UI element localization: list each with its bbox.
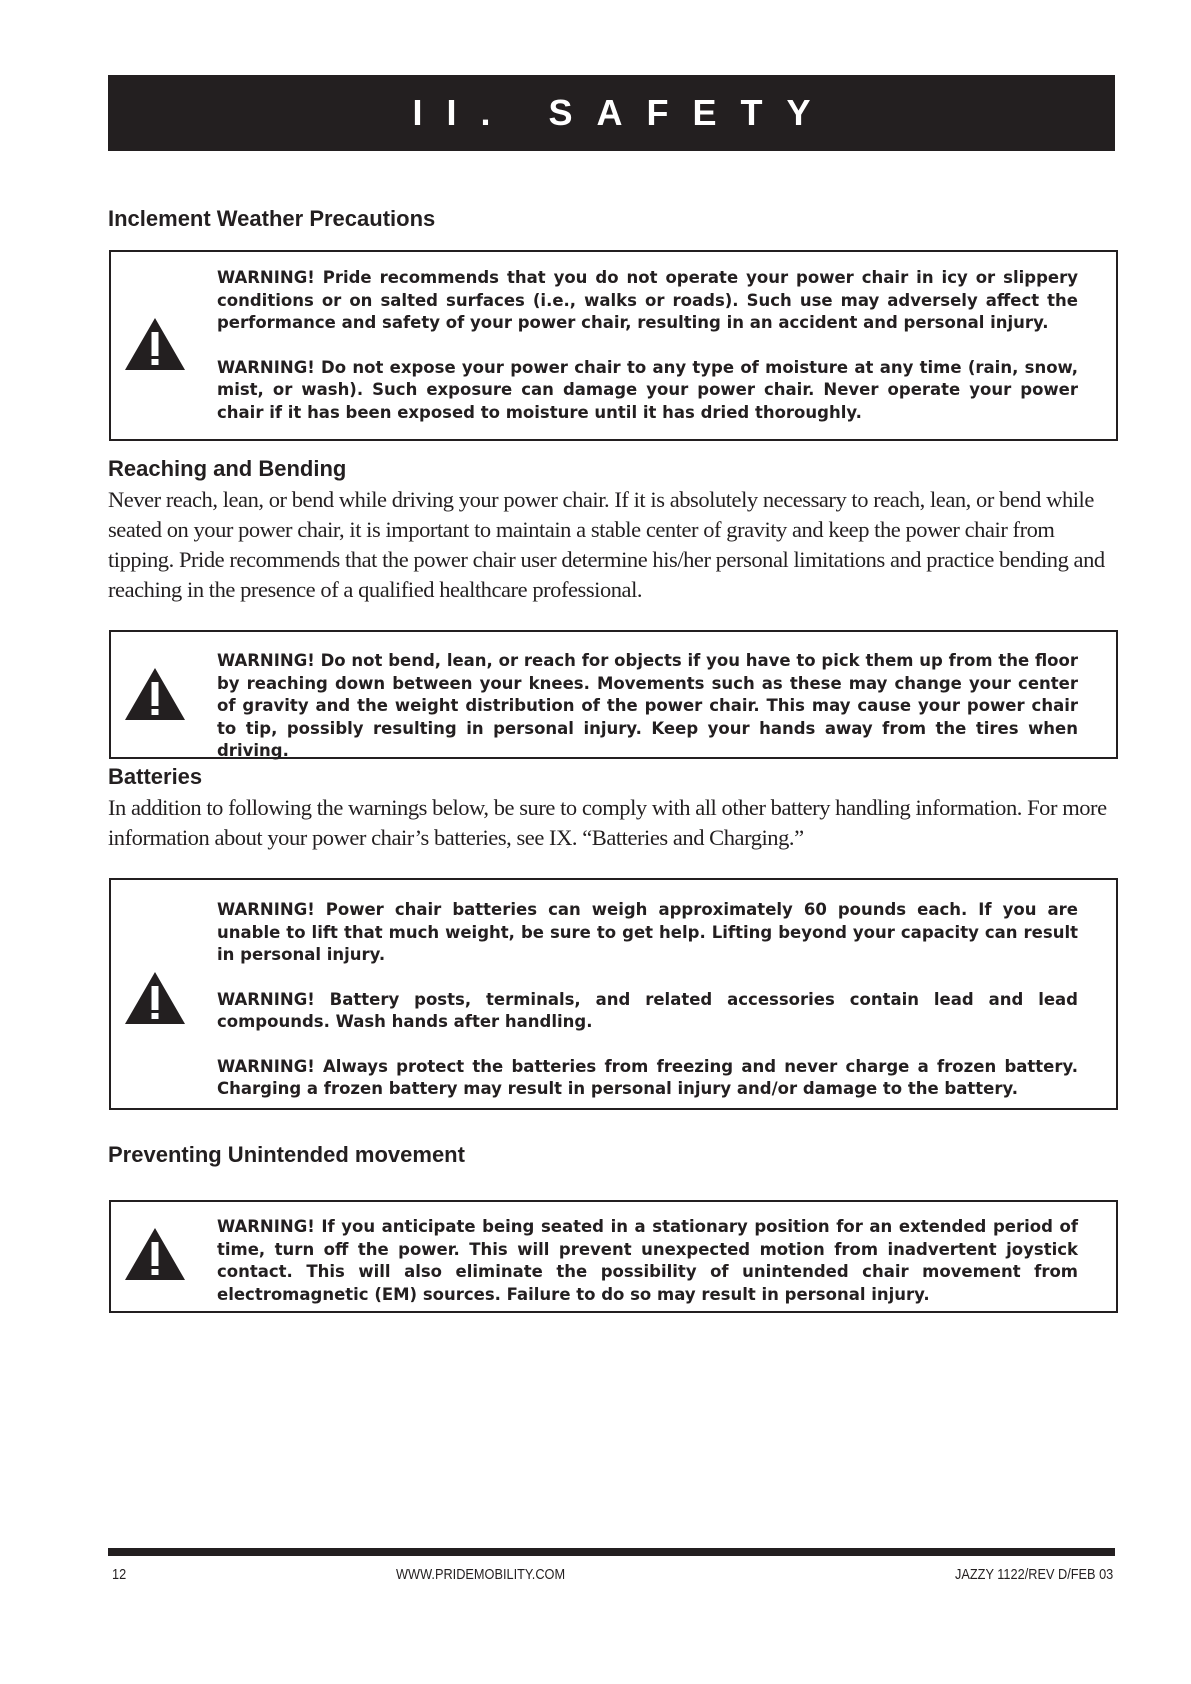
warning-text-group (217, 267, 1078, 424)
section-title: II. SAFETY (412, 92, 835, 133)
warning-text: WARNING! If you anticipate being seated in a stationary position for an extended period of time, turn off the power. This will prevent unexpected motion from inadvertent joystick contact. This will also eliminate the possibility of unintended chair movement from electromagnetic (EM) sources. Failure to do so may result in personal injury. (217, 1217, 1078, 1304)
page-number: 12 (112, 1566, 127, 1583)
warning-box-batteries (109, 878, 1118, 1110)
paragraph-batteries: In addition to following the warnings below, be sure to comply with all other battery handling information. For more information about your power chair’s batteries, see IX. “Batteries and Charging.” (108, 795, 1107, 850)
warning-box-weather (109, 250, 1118, 441)
warning-triangle-icon (123, 316, 187, 372)
footer-website-link[interactable]: WWW.PRIDEMOBILITY.COM (396, 1566, 566, 1583)
heading-reaching-bending: Reaching and Bending (108, 456, 347, 481)
warning-text-group (217, 650, 1078, 763)
heading-unintended-movement: Preventing Unintended movement (108, 1142, 465, 1167)
warning-box-movement (109, 1200, 1118, 1313)
warning-box-reaching (109, 630, 1118, 759)
warning-text-group (217, 1216, 1078, 1306)
warning-triangle-icon (123, 666, 187, 722)
heading-batteries: Batteries (108, 764, 203, 789)
warning-triangle-icon (123, 1226, 187, 1282)
heading-inclement-weather: Inclement Weather Precautions (108, 206, 436, 231)
warning-text: WARNING! Do not bend, lean, or reach for objects if you have to pick them up from the floor by reaching down between your knees. Movements such as these may change your center of gravity and the weight distribution of the power chair. This may cause your power chair to tip, possibly resulting in personal injury. Keep your hands away from the tires when driving. (217, 651, 1078, 760)
warning-text: WARNING! Battery posts, terminals, and related accessories contain lead and lead compounds. Wash hands after handling. (217, 989, 1078, 1031)
warning-text: WARNING! Power chair batteries can weigh approximately 60 pounds each. If you are unable to lift that much weight, be sure to get help. Lifting beyond your capacity can result in personal injury. (217, 900, 1078, 964)
warning-triangle-icon (123, 970, 187, 1026)
document-reference: JAZZY 1122/REV D/FEB 03 (955, 1566, 1114, 1583)
warning-text-group (217, 899, 1078, 1101)
section-title-bar (108, 75, 1115, 151)
warning-text: WARNING! Do not expose your power chair to any type of moisture at any time (rain, snow, mist, or wash). Such exposure can damage your power chair. Never operate your power chair if it has been exposed to moisture until it has dried thoroughly. (217, 357, 1078, 422)
footer-rule (108, 1548, 1115, 1556)
warning-text: WARNING! Pride recommends that you do not operate your power chair in icy or slippery conditions or on salted surfaces (i.e., walks or roads). Such use may adversely affect the performance and safety of your power chair, resulting in an accident and personal injury. (217, 268, 1078, 332)
warning-text: WARNING! Always protect the batteries from freezing and never charge a frozen battery. Charging a frozen battery may result in personal injury and/or damage to the battery. (217, 1056, 1078, 1098)
paragraph-reaching-bending: Never reach, lean, or bend while driving your power chair. If it is absolutely necessary to reach, lean, or bend while seated on your power chair, it is important to maintain a stable center of gravity and keep the power chair from tipping. Pride recommends that the power chair user determine his/her personal limitations and practice bending and reaching in the presence of a qualified healthcare professional. (108, 487, 1105, 602)
